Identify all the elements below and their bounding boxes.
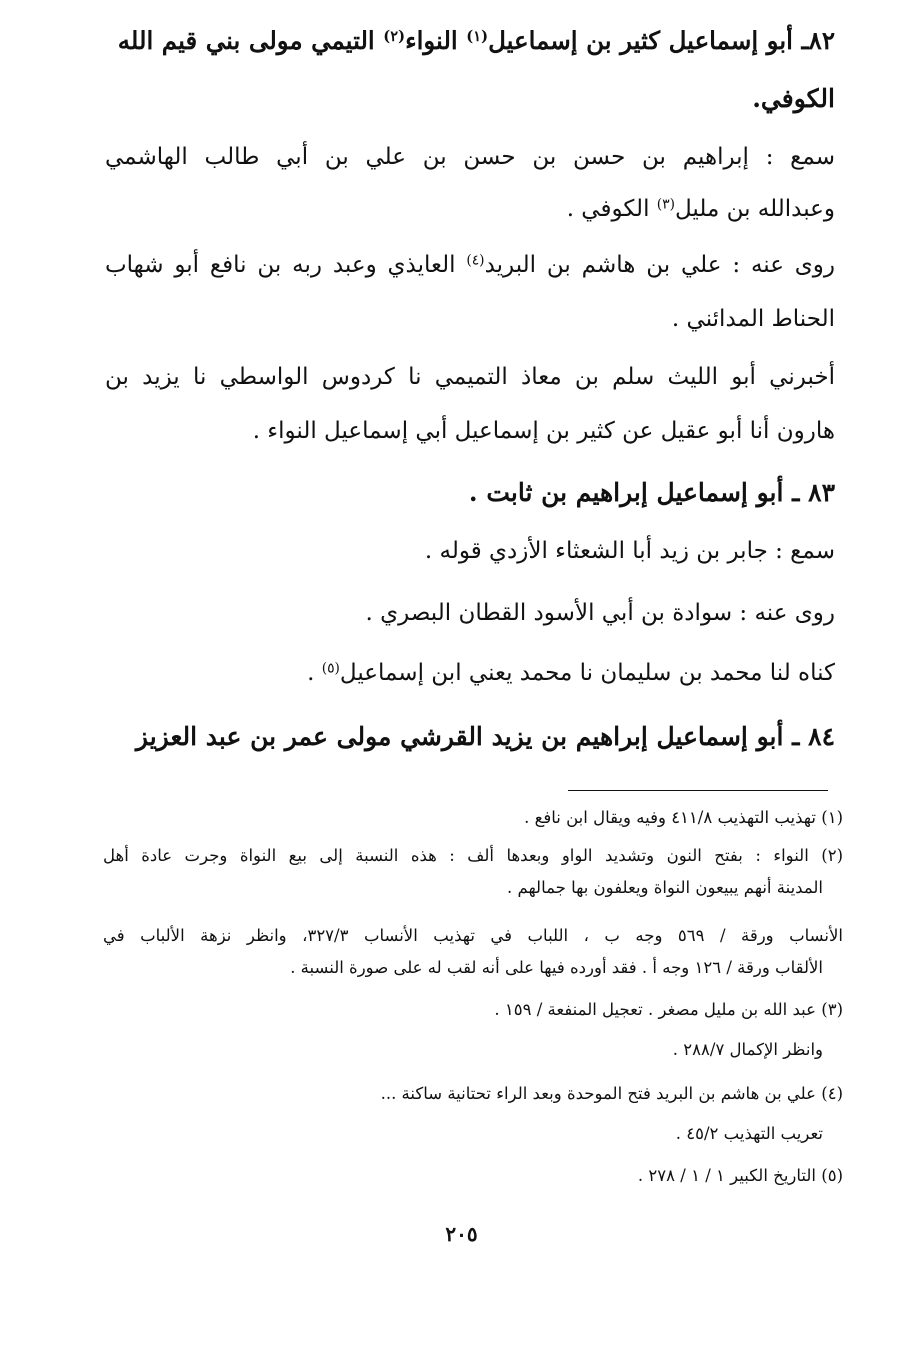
footnote-2-line1: (٢) النواء : بفتح النون وتشديد الواو وبعدها ألف : هذه النسبة إلى بيع النواة وجرت عادة أهل	[103, 846, 843, 865]
entry-83-kunya	[105, 660, 835, 686]
page-number: ٢٠٥	[445, 1222, 478, 1246]
entry-82-heard-from-line2	[105, 196, 835, 222]
footnote-ref-4: (٤)	[466, 252, 485, 269]
entry-84-title: ٨٤ ـ أبو إسماعيل إبراهيم بن يزيد القرشي مولى عمر بن عبد العزيز	[135, 722, 835, 751]
footnote-ref-3: (٣)	[656, 196, 675, 213]
entry-83-heard-from: سمع : جابر بن زيد أبا الشعثاء الأزدي قوله .	[424, 538, 835, 564]
footnote-1: (١) تهذيب التهذيب ٤١١/٨ وفيه ويقال ابن نافع .	[524, 808, 843, 827]
entry-82-isnad-line2: هارون أنا أبو عقيل عن كثير بن إسماعيل أبي إسماعيل النواء .	[252, 418, 835, 444]
footnote-separator	[568, 790, 828, 791]
entry-82-heard-from-part-a: وعبدالله بن مليل	[674, 196, 835, 222]
entry-83-narrated-by: روى عنه : سوادة بن أبي الأسود القطان البصري .	[365, 600, 835, 626]
footnote-5: (٥) التاريخ الكبير ١ / ١ / ٢٧٨ .	[637, 1166, 843, 1185]
footnote-3-line2: وانظر الإكمال ٢٨٨/٧ .	[672, 1040, 823, 1059]
entry-82-title	[105, 26, 835, 55]
entry-82-isnad-line1: أخبرني أبو الليث سلم بن معاذ التميمي نا كردوس الواسطي نا يزيد بن	[105, 364, 835, 390]
entry-82-narrated-by-line2: الحناط المدائني .	[671, 306, 835, 332]
entry-82-narrated-by-line1	[105, 252, 835, 278]
entry-83-kunya-part-a: كناه لنا محمد بن سليمان نا محمد يعني ابن إسماعيل	[339, 660, 835, 686]
entry-83-kunya-part-b: .	[307, 660, 322, 686]
entry-82-title-part-c: التيمي مولى بني قيم الله	[117, 26, 384, 55]
entry-82-heard-from-line1: سمع : إبراهيم بن حسن بن حسن بن علي بن أبي طالب الهاشمي	[105, 144, 835, 170]
footnote-ref-2: (٢)	[383, 27, 406, 45]
footnote-2-line3: الأنساب ورقة / ٥٦٩ وجه ب ، اللباب في تهذيب الأنساب ٣٢٧/٣، وانظر نزهة الألباب في	[103, 926, 843, 945]
footnote-4-line2: تعريب التهذيب ٤٥/٢ .	[675, 1124, 823, 1143]
entry-82-heard-from-part-b: الكوفي .	[566, 196, 657, 222]
entry-82-title-part-a: ٨٢ـ أبو إسماعيل كثير بن إسماعيل	[488, 26, 835, 55]
entry-82-narrated-by-part-b: العايذي وعبد ربه بن نافع أبو شهاب	[105, 252, 467, 278]
entry-83-title: ٨٣ ـ أبو إسماعيل إبراهيم بن ثابت .	[468, 478, 835, 507]
footnote-2-line4: الألقاب ورقة / ١٢٦ وجه أ . فقد أورده فيها على أنه لقب له على صورة النسبة .	[290, 958, 823, 977]
footnote-4-line1: (٤) علي بن هاشم بن البريد فتح الموحدة وبعد الراء تحتانية ساكنة ...	[380, 1084, 843, 1103]
footnote-3-line1: (٣) عبد الله بن مليل مصغر . تعجيل المنفعة / ١٥٩ .	[494, 1000, 843, 1019]
entry-82-title-line2: الكوفي.	[752, 84, 835, 113]
footnote-ref-5: (٥)	[321, 660, 340, 677]
entry-82-title-part-b: النواء	[405, 26, 467, 55]
footnote-2-line2: المدينة أنهم يبيعون النواة ويعلفون بها جمالهم .	[506, 878, 823, 897]
footnote-ref-1: (١)	[466, 27, 489, 45]
entry-82-narrated-by-part-a: روى عنه : علي بن هاشم بن البريد	[484, 252, 835, 278]
